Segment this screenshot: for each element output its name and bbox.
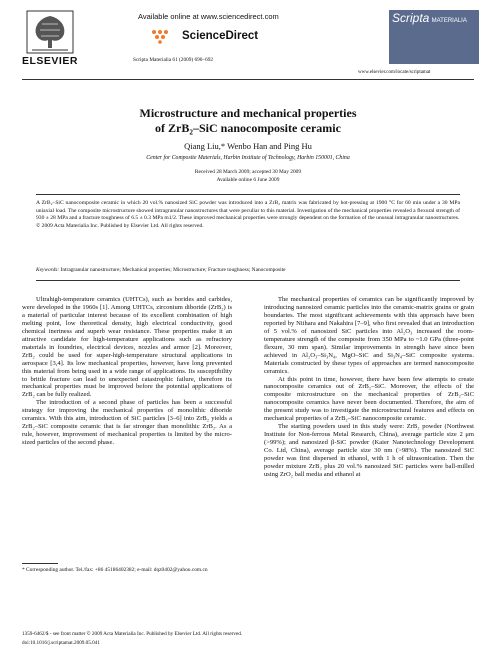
received-dates: Received 28 March 2009; accepted 30 May 2009	[194, 169, 302, 175]
journal-url-link[interactable]: www.elsevier.com/locate/scriptamat	[358, 70, 431, 75]
abstract-copyright: © 2009 Acta Materialia Inc. Published by Elsevier Ltd. All rights reserved.	[36, 222, 204, 229]
keywords	[36, 267, 460, 273]
available-date: Available online 6 June 2009	[216, 177, 280, 183]
article-title-line-2: of ZrB₂–SiC nanocomposite ceramic	[155, 121, 341, 135]
abstract-top-rule	[36, 194, 460, 195]
available-online-text[interactable]: Available online at www.sciencedirect.com	[138, 12, 279, 21]
keywords-text: Intragranular nanostructure; Mechanical properties; Microstructure; Fracture toughness; Nanocomposite	[60, 267, 286, 273]
abstract-bottom-rule	[36, 280, 460, 281]
keywords-label: Keywords:	[36, 267, 60, 273]
cover-title-materialia: MATERIALIA	[431, 18, 467, 24]
body-column-right	[264, 296, 474, 479]
publisher-name: ELSEVIER	[22, 55, 78, 67]
journal-cover-title	[392, 13, 467, 27]
paragraph-nanocomposites: The mechanical properties of ceramics can be significantly improved by introducing nanosized ceramic particles into the ceramic-matrix grains or grain boundaries. The most significant achievements with this approach have been reported by Niihara and Nakahira [7–9], who first revealed that an introduction of 5 vol.% of nanosized SiC particles into Al₂O₃ increased the room-temperature strength of the composite from 350 MPa to ~1.0 GPa (three-point flexure, 30 mm span). Similar improvements in strength have since been achieved in Al₂O₃–Si₃N₄, MgO–SiC and Si₃N₄–SiC composite systems. Materials constructed by these types of approaches are termed nanocomposite ceramics.	[264, 296, 474, 375]
article-authors: Qiang Liu,* Wenbo Han and Ping Hu	[184, 141, 312, 151]
journal-citation: Scripta Materialia 61 (2009) 690–692	[133, 57, 214, 63]
elsevier-tree-logo	[26, 10, 74, 54]
corresponding-author-footnote: * Corresponding author. Tel./fax: +86 45186402382; e-mail: dqz0402@yahoo.com.cn	[22, 567, 208, 573]
cover-title-scripta: Scripta	[392, 11, 430, 25]
paragraph-intro: Ultrahigh-temperature ceramics (UHTCs), such as borides and carbides, were developed in the 1960s [1]. Among UHTCs, zirconium diboride (ZrB₂) is a material of particular interest because of its excellent combination of high melting point, low theoretical density, high electrical conductivity, good chemical inertness and superb wear resistance. These properties make it an attractive candidate for high-temperature applications such as refractory materials in foundries, electrical devices, nozzles and armor [2]. Moreover, ZrB₂ could be used for super-high-temperature structural applications in aerospace [3,4]. Its low mechanical properties, however, have long prevented this material from being used in a wide range of applications. Its susceptibility to brittle fracture can lead to unexpected catastrophic failure, therefore its mechanical properties must be improved before the potential applications of ZrB₂ can be fully realized.	[22, 296, 232, 399]
abstract	[36, 200, 460, 230]
article-affiliation: Center for Composite Materials, Harbin Institute of Technology, Harbin 150001, China	[146, 155, 350, 161]
footnote-rule	[22, 563, 58, 564]
issn-copyright-line: 1359-6462/$ - see front matter © 2009 Acta Materialia Inc. Published by Elsevier Ltd. All rights reserved.	[22, 631, 243, 637]
abstract-text: A ZrB₂–SiC nanocomposite ceramic in which 20 vol.% nanosized SiC powder was introduced into a ZrB₂ matrix was fabricated by hot-pressing at 1900 °C for 60 min under a 30 MPa uniaxial load. The composite microstructure showed intragranular nanostructures that were peculiar to this material. Investigation of the mechanical properties revealed a flexural strength of 930 ± 28 MPa and a fracture toughness of 6.5 ± 0.3 MPa m1/2. These improved mechanical properties were strongly dependent on the formation of the unusual intragranular nanostructures.	[36, 200, 460, 222]
body-column-left	[22, 296, 232, 447]
header-rule	[22, 79, 474, 80]
paragraph-second-phase: The introduction of a second phase of particles has been a successful strategy for improving the mechanical properties of monolithic diboride ceramics. With this aim, introduction of SiC particles [3–6] into ZrB₂ yields a ZrB₂–SiC composite ceramic that is far stronger than monolithic ZrB₂. As a rule, however, improvement of mechanical properties is limited by the micro-sized particles of the second phase.	[22, 399, 232, 447]
paragraph-materials: The starting powders used in this study were: ZrB₂ powder (Northwest Institute for Non-ferrous Metal Research, China), average particle size 2 μm (>99%); and nanosized β-SiC powder (Kaier Nanotechnology Development Co. Ltd, China), average particle size 30 nm (>98%). The nanosized SiC powder was first dispersed in ethanol, with 1 h of ultrasonication. Then the powder mixture ZrB₂ plus 20 vol.% nanosized SiC particles were ball-milled using ZrO₂ ball media and ethanol at	[264, 423, 474, 478]
sciencedirect-wordmark: ScienceDirect	[182, 30, 259, 42]
article-title-line-1: Microstructure and mechanical properties	[139, 106, 357, 120]
paragraph-aim: At this point in time, however, there have been few attempts to create nanocomposite ceramics out of ZrB₂–SiC. Moreover, the effects of the composite microstructure on the mechanical properties of ZrB₂–SiC nanocomposite ceramics have never been documented. Therefore, the aim of the present study was to investigate the microstructural features and effects on mechanical properties of a ZrB₂–SiC nanocomposite ceramic.	[264, 375, 474, 423]
doi-link[interactable]: doi:10.1016/j.scriptamat.2009.05.041	[22, 640, 100, 646]
